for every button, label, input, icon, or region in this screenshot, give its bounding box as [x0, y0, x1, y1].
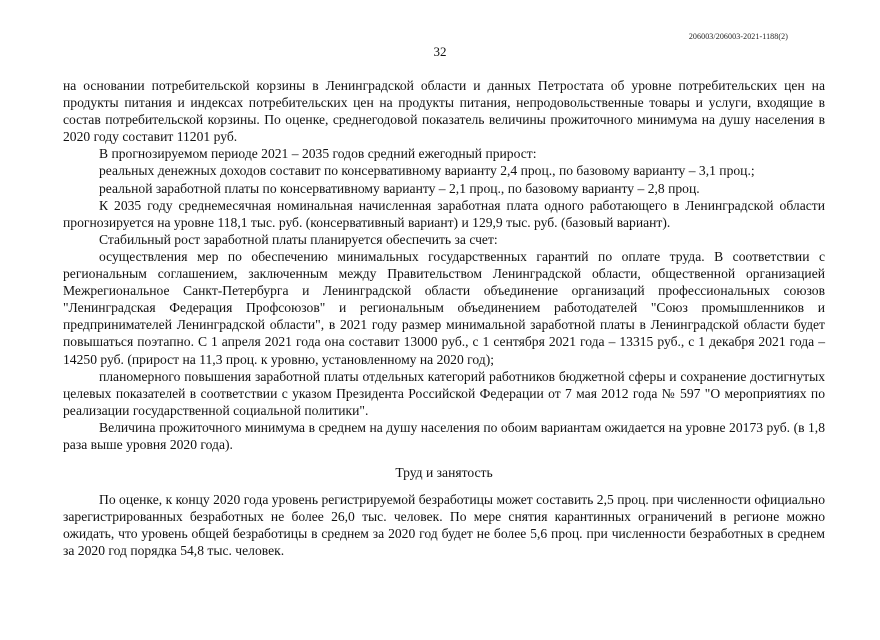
paragraph-subsistence-minimum: Величина прожиточного минимума в среднем на душу населения по обоим вариантам ожидается на уровне 20173 руб. (в 1,8 раза выше уровня 2020 года). [63, 419, 825, 452]
paragraph-public-sector-wages: планомерного повышения заработной платы отдельных категорий работников бюджетной сферы и сохранение достигнутых целевых показателей в соответствии с указом Президента Российской Федерации от 7 мая 2012 года № 597 "О мероприятиях по реализации государственной социальной политики". [63, 368, 825, 418]
document-body [63, 77, 825, 560]
paragraph-consumer-basket: на основании потребительской корзины в Ленинградской области и данных Петростата об уровне потребительских цен на продукты питания и индексах потребительских цен на продукты питания, непродовольственные товары и услуги, входящие в состав потребительской корзины. По оценке, среднегодовой показатель величины прожиточного минимума на душу населения в 2020 году составит 11201 руб. [63, 78, 825, 145]
paragraph-minimum-wage: осуществления мер по обеспечению минимальных государственных гарантий по оплате труда. В соответствии с региональным соглашением, заключенным между Правительством Ленинградской области, общественной организацией Межрегиональное Санкт-Петербурга и Ленинградской области объединение организаций профессиональных союзов "Ленинградская Федерация Профсоюзов" и региональным объединением работодателей "Союз промышленников и предпринимателей Ленинградской области", в 2021 году размер минимальной заработной платы в Ленинградской области будет повышаться поэтапно. С 1 апреля 2021 года она составит 13000 руб., с 1 сентября 2021 года – 13315 руб., с 1 декабря 2021 года – 14250 руб. (прирост на 11,3 проц. к уровню, установленному на 2020 год); [63, 248, 825, 367]
paragraph-income-growth: реальных денежных доходов составит по консервативному варианту 2,4 проц., по базовому варианту – 3,1 проц.; [99, 163, 755, 179]
paragraph-wage-growth-sources: Стабильный рост заработной платы планируется обеспечить за счет: [99, 231, 498, 247]
paragraph-unemployment: По оценке, к концу 2020 года уровень регистрируемой безработицы может составить 2,5 проц. при численности официально зарегистрированных безработных не более 26,0 тыс. человек. По мере снятия карантинных ограничений в регионе можно ожидать, что уровень общей безработицы в среднем за 2020 год будет не более 5,6 проц. при численности безработных в среднем за 2020 год порядка 54,8 тыс. человек. [63, 492, 825, 559]
paragraph-wage-growth: реальной заработной платы по консервативному варианту – 2,1 проц., по базовому варианту – 2,8 проц. [99, 180, 700, 196]
paragraph-wage-2035: К 2035 году среднемесячная номинальная начисленная заработная плата одного работающего в Ленинградской области прогнозируется на уровне 118,1 тыс. руб. (консервативный вариант) и 129,9 тыс. руб. (базовый вариант). [63, 197, 825, 230]
paragraph-forecast-period: В прогнозируемом периоде 2021 – 2035 годов средний ежегодный прирост: [99, 146, 537, 162]
page-number: 32 [433, 44, 447, 59]
document-id: 206003/206003-2021-1188(2) [688, 32, 788, 41]
section-heading-labor: Труд и занятость [395, 465, 493, 481]
